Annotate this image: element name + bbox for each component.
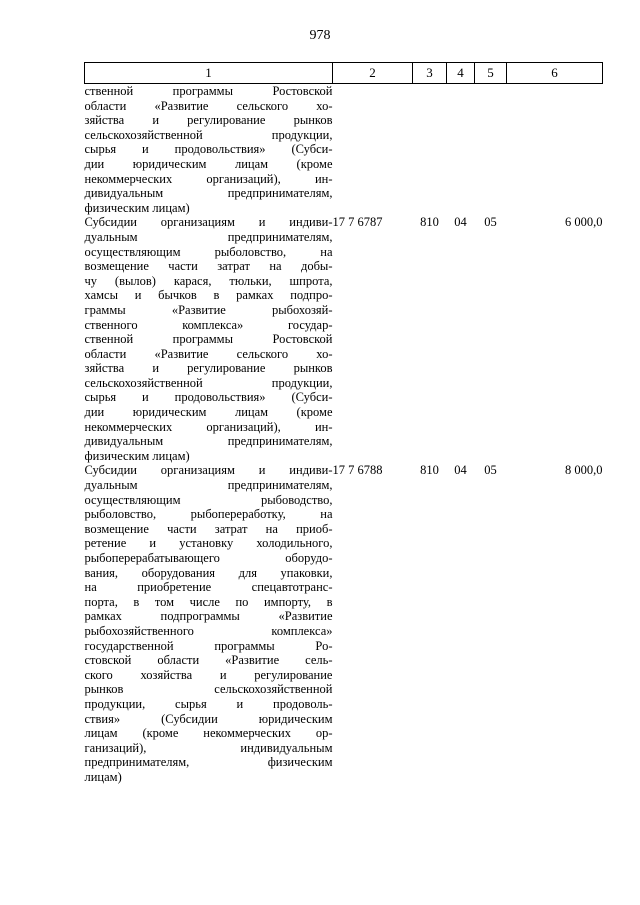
description-line: на приобретение спецавтотранс-: [84, 580, 333, 595]
row-amount: [507, 84, 603, 216]
description-line: некоммерческих организаций), ин-: [84, 419, 333, 434]
description-line: физическим лицам): [84, 200, 190, 215]
row-description: [85, 463, 333, 784]
description-line: дивидуальным предпринимателям,: [84, 186, 333, 201]
column-header-4: 4: [447, 63, 475, 84]
row-expense-type: [413, 84, 447, 216]
description-line: порта, в том числе по импорту, в: [84, 594, 333, 609]
description-line: области «Развитие сельского хо-: [84, 346, 333, 361]
description-line: осуществляющим рыболовство, на: [84, 244, 333, 259]
row-target-code: [333, 84, 413, 216]
table-header-row: [85, 63, 603, 84]
description-line: ского хозяйства и регулирование: [84, 667, 333, 682]
description-line: сырья и продовольствия» (Субси-: [84, 142, 333, 157]
description-line: ретение и установку холодильного,: [84, 536, 333, 551]
column-header-3: 3: [413, 63, 447, 84]
description-line: дуальным предпринимателям,: [84, 478, 333, 493]
description-line: зяйства и регулирование рынков: [84, 361, 333, 376]
table-body: [85, 84, 603, 785]
description-line: некоммерческих организаций), ин-: [84, 171, 333, 186]
description-line: хамсы и бычков в рамках подпро-: [84, 288, 333, 303]
description-line: предпринимателям, физическим: [84, 755, 333, 770]
description-line: возмещение части затрат на добы-: [84, 259, 333, 274]
description-line: рамках подпрограммы «Развитие: [84, 609, 333, 624]
description-line: ственной программы Ростовской: [84, 332, 333, 347]
description-line: сельскохозяйственной продукции,: [84, 375, 333, 390]
row-description: [85, 215, 333, 463]
description-line: осуществляющим рыбоводство,: [84, 492, 333, 507]
description-line: рыбоперерабатывающего оборудо-: [84, 551, 333, 565]
table-row: [85, 463, 603, 784]
row-section: 04: [454, 463, 467, 478]
description-line: ганизаций), индивидуальным: [84, 740, 333, 755]
description-line: дии юридическим лицам (кроме: [84, 405, 333, 420]
description-line: стовской области «Развитие сель-: [84, 653, 333, 668]
description-line: продукции, сырья и продоволь-: [84, 696, 333, 711]
table-row: [85, 215, 603, 463]
row-target-code: 17 7 6787: [332, 215, 383, 230]
description-line: рыболовство, рыбопереработку, на: [84, 507, 333, 522]
row-amount: 8 000,0: [565, 463, 603, 478]
description-line: физическим лицам): [84, 448, 190, 463]
description-line: лицам): [84, 769, 122, 784]
description-line: рыбохозяйственного комплекса»: [84, 623, 333, 638]
column-header-1: 1: [85, 63, 333, 84]
description-line: чу (вылов) карася, тюльки, шпрота,: [84, 273, 333, 288]
description-line: Субсидии организациям и индиви-: [84, 215, 333, 230]
column-header-2: 2: [333, 63, 413, 84]
description-line: ственного комплекса» государ-: [84, 317, 333, 332]
row-section: 04: [454, 215, 467, 230]
row-expense-type: 810: [420, 215, 439, 230]
row-amount: 6 000,0: [565, 215, 603, 230]
row-subsection: 05: [484, 215, 497, 230]
description-line: сырья и продовольствия» (Субси-: [84, 390, 333, 405]
row-section: [447, 84, 475, 216]
description-line: ствия» (Субсидии юридическим: [84, 711, 333, 726]
description-line: дуальным предпринимателям,: [84, 229, 333, 244]
column-header-5: 5: [475, 63, 507, 84]
description-line: дивидуальным предпринимателям,: [84, 434, 333, 449]
row-subsection: 05: [484, 463, 497, 478]
row-target-code: 17 7 6788: [332, 463, 383, 478]
description-line: граммы «Развитие рыбохозяй-: [84, 302, 333, 317]
description-line: ственной программы Ростовской: [84, 84, 333, 98]
description-line: лицам (кроме некоммерческих ор-: [84, 726, 333, 741]
description-line: вания, оборудования для упаковки,: [84, 565, 333, 580]
description-line: области «Развитие сельского хо-: [84, 98, 333, 113]
description-line: возмещение части затрат на приоб-: [84, 521, 333, 536]
description-line: государственной программы Ро-: [84, 638, 333, 653]
table-row: [85, 84, 603, 216]
column-header-6: 6: [507, 63, 603, 84]
budget-table: [84, 62, 603, 785]
description-line: рынков сельскохозяйственной: [84, 682, 333, 697]
description-line: зяйства и регулирование рынков: [84, 113, 333, 128]
row-expense-type: 810: [420, 463, 439, 478]
row-description: [85, 84, 333, 216]
description-line: дии юридическим лицам (кроме: [84, 156, 333, 171]
page-number: 978: [309, 28, 331, 43]
description-line: Субсидии организациям и индиви-: [84, 463, 333, 478]
row-subsection: [475, 84, 507, 216]
description-line: сельскохозяйственной продукции,: [84, 127, 333, 142]
